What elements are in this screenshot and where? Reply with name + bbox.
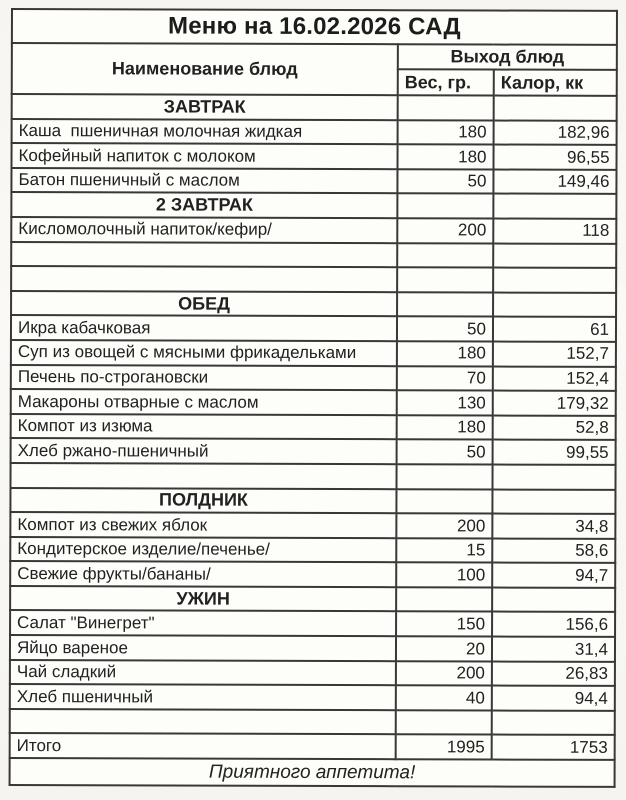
- section-row: [10, 488, 615, 514]
- dish-name: [10, 709, 396, 735]
- weight-value: 15: [396, 538, 492, 563]
- section-row: [11, 192, 616, 218]
- weight-value: 180: [397, 341, 493, 366]
- weight-value: 50: [397, 440, 493, 465]
- dish-row: [11, 143, 616, 169]
- weight-value: 100: [396, 562, 492, 587]
- dish-name: Печень по-строгановски: [11, 365, 397, 391]
- weight-value: [398, 95, 494, 120]
- calories-value: 96,55: [493, 145, 616, 170]
- calories-value: [493, 194, 616, 219]
- weight-value: 50: [397, 169, 493, 194]
- dish-name: Компот из изюма: [11, 414, 397, 440]
- calories-value: [493, 243, 616, 268]
- section-label: ЗАВТРАК: [12, 94, 398, 120]
- weight-value: 180: [398, 120, 494, 145]
- dish-name: Кофейный напиток с молоком: [11, 143, 397, 169]
- dish-name: Свежие фрукты/бананы/: [10, 561, 396, 587]
- dish-name: Компот из свежих яблок: [10, 512, 396, 538]
- dish-row: [10, 660, 615, 686]
- weight-value: [397, 243, 493, 268]
- calories-value: [493, 292, 616, 317]
- empty-row: [11, 266, 616, 292]
- column-header-name: Наименование блюд: [12, 43, 398, 95]
- weight-value: [396, 710, 492, 735]
- dish-name: [11, 266, 397, 292]
- calories-value: 58,6: [492, 538, 615, 563]
- calories-value: [494, 96, 617, 121]
- calories-value: 61: [493, 317, 616, 342]
- dish-row: [10, 610, 615, 636]
- dish-row: [10, 561, 615, 587]
- calories-value: 149,46: [493, 169, 616, 194]
- calories-value: 31,4: [492, 637, 615, 662]
- dish-name: Хлеб пшеничный: [10, 684, 396, 710]
- dish-row: [10, 635, 615, 661]
- calories-value: [492, 464, 615, 489]
- weight-value: [397, 194, 493, 219]
- dish-name: Яйцо вареное: [10, 635, 396, 661]
- dish-name: Макароны отварные с маслом: [11, 389, 397, 415]
- weight-value: [396, 464, 492, 489]
- dish-name: Чай сладкий: [10, 660, 396, 686]
- weight-value: [397, 267, 493, 292]
- weight-value: 70: [397, 366, 493, 391]
- total-label: Итого: [10, 733, 396, 759]
- dish-name: Икра кабачковая: [11, 315, 397, 341]
- calories-value: 94,4: [492, 686, 615, 711]
- dish-row: [12, 119, 617, 145]
- dish-row: [11, 389, 616, 415]
- calories-value: 34,8: [492, 514, 615, 539]
- weight-value: [396, 489, 492, 514]
- calories-value: 152,4: [493, 366, 616, 391]
- calories-value: 26,83: [492, 661, 615, 686]
- weight-value: 40: [396, 685, 492, 710]
- dish-row: [10, 512, 615, 538]
- calories-value: 152,7: [493, 341, 616, 366]
- empty-row: [11, 242, 616, 268]
- weight-value: 20: [396, 636, 492, 661]
- section-row: [10, 586, 615, 612]
- dish-name: Суп из овощей с мясными фрикадельками: [11, 340, 397, 366]
- dish-name: Кондитерское изделие/печенье/: [10, 537, 396, 563]
- calories-value: [492, 587, 615, 612]
- menu-table: [9, 8, 618, 788]
- dish-row: [11, 438, 616, 464]
- calories-value: 52,8: [493, 415, 616, 440]
- title-row: [12, 9, 617, 45]
- calories-value: 156,6: [492, 612, 615, 637]
- calories-value: 179,32: [493, 391, 616, 416]
- section-row: [12, 94, 617, 120]
- dish-name: [10, 463, 396, 489]
- dish-name: [11, 242, 397, 268]
- weight-value: 180: [397, 144, 493, 169]
- calories-value: 1753: [492, 735, 615, 760]
- section-label: 2 ЗАВТРАК: [11, 192, 397, 218]
- weight-value: 50: [397, 317, 493, 342]
- section-label: УЖИН: [10, 586, 396, 612]
- calories-value: [492, 489, 615, 514]
- calories-value: [492, 710, 615, 735]
- dish-row: [11, 414, 616, 440]
- dish-row: [11, 340, 616, 366]
- dish-name: Каша пшеничная молочная жидкая: [12, 119, 398, 145]
- weight-value: 1995: [396, 735, 492, 760]
- dish-name: Кисломолочный напиток/кефир/: [11, 217, 397, 243]
- section-label: ПОЛДНИК: [10, 488, 396, 514]
- empty-row: [10, 463, 615, 489]
- weight-value: 200: [396, 513, 492, 538]
- calories-value: 94,7: [492, 563, 615, 588]
- weight-value: 200: [397, 218, 493, 243]
- calories-value: 118: [493, 218, 616, 243]
- dish-name: Батон пшеничный с маслом: [11, 168, 397, 194]
- dish-row: [11, 217, 616, 243]
- weight-value: 130: [397, 390, 493, 415]
- calories-value: 99,55: [493, 440, 616, 465]
- column-header-weight: Вес, гр.: [398, 69, 494, 95]
- total-row: [10, 733, 615, 759]
- weight-value: 200: [396, 661, 492, 686]
- section-row: [11, 291, 616, 317]
- column-header-calories: Калор, кк: [494, 70, 617, 96]
- dish-row: [11, 315, 616, 341]
- dish-row: [11, 365, 616, 391]
- weight-value: 150: [396, 612, 492, 637]
- weight-value: 180: [397, 415, 493, 440]
- calories-value: [493, 268, 616, 293]
- weight-value: [396, 587, 492, 612]
- dish-row: [11, 168, 616, 194]
- menu-rows: [10, 94, 617, 760]
- empty-row: [10, 709, 615, 735]
- dish-row: [10, 684, 615, 710]
- dish-row: [10, 537, 615, 563]
- header-row-1: [12, 43, 617, 70]
- column-group-header-output: Выход блюд: [398, 44, 617, 70]
- page-title: Меню на 16.02.2026 САД: [12, 9, 617, 45]
- section-label: ОБЕД: [11, 291, 397, 317]
- dish-name: Хлеб ржано-пшеничный: [11, 438, 397, 464]
- dish-name: Салат "Винегрет": [10, 610, 396, 636]
- footer-row: [10, 758, 615, 787]
- footer-message: Приятного аппетита!: [10, 758, 615, 787]
- weight-value: [397, 292, 493, 317]
- calories-value: 182,96: [494, 120, 617, 145]
